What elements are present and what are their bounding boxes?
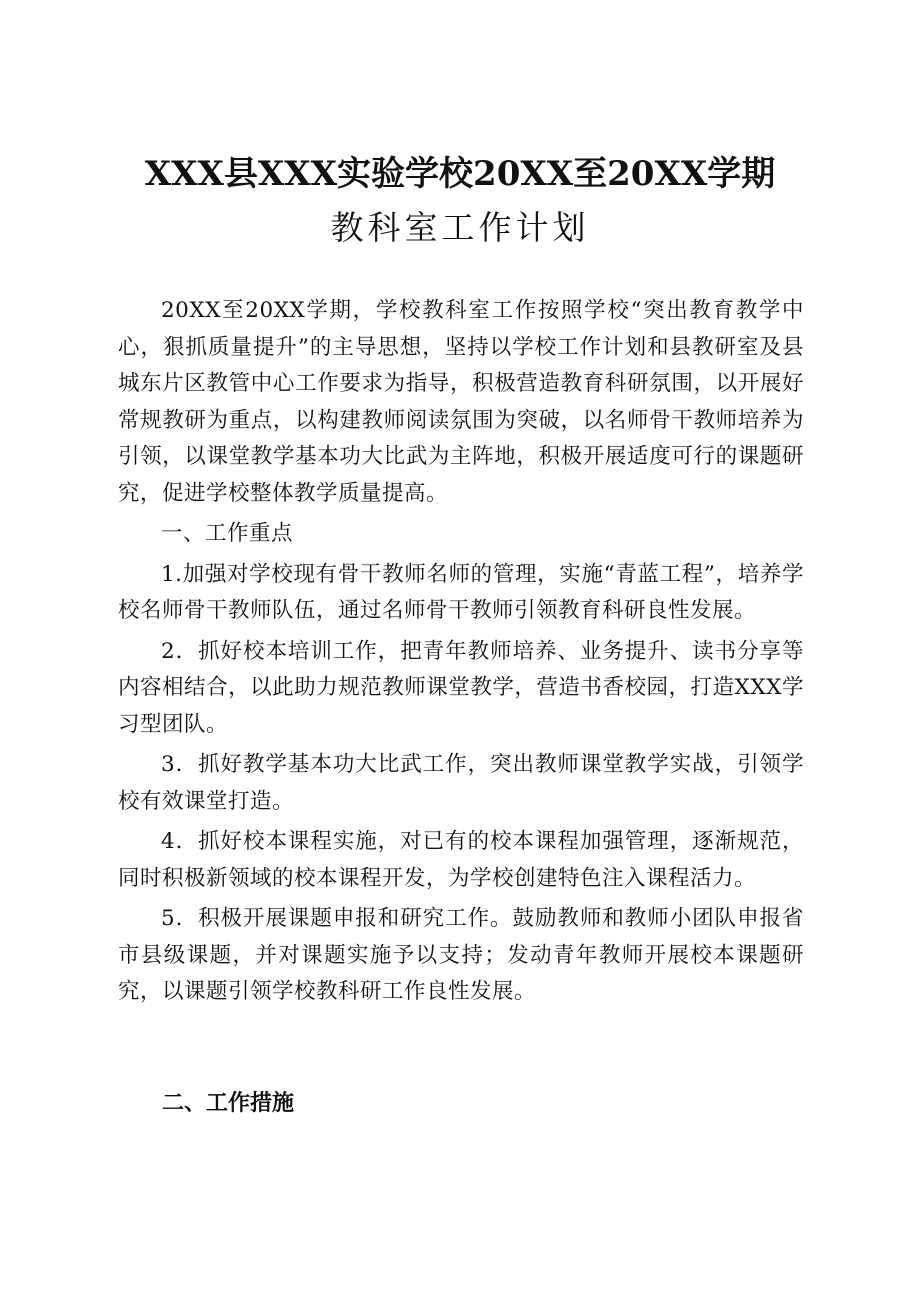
section-1-heading: 一、工作重点	[161, 521, 294, 546]
document-title: XXX县XXX实验学校20XX至20XX学期	[144, 154, 776, 194]
key-point-4: 4．抓好校本课程实施，对已有的校本课程加强管理，逐渐规范，同时积极新领域的校本课程开发，为学校创建特色注入课程活力。	[118, 829, 804, 891]
key-point-1: 1.加强对学校现有骨干教师名师的管理，实施“青蓝工程”，培养学校名师骨干教师队伍，通过名师骨干教师引领教育科研良性发展。	[118, 561, 804, 623]
key-point-5: 5．积极开展课题申报和研究工作。鼓励教师和教师小团队申报省市县级课题，并对课题实施予以支持；发动青年教师开展校本课题研究，以课题引领学校教科研工作良性发展。	[118, 906, 804, 1004]
document-subtitle: 教科室工作计划	[330, 208, 590, 247]
document-body	[118, 293, 804, 1015]
intro-paragraph: 20XX至20XX学期，学校教科室工作按照学校“突出教育教学中心，狠抓质量提升”的主导思想，坚持以学校工作计划和县教研室及县城东片区教管中心工作要求为指导，积极营造教育科研氛围，以开展好常规教研为重点，以构建教师阅读氛围为突破，以名师骨干教师培养为引领，以课堂教学基本功大比武为主阵地，积极开展适度可行的课题研究，促进学校整体教学质量提高。	[118, 298, 804, 506]
key-point-3: 3．抓好教学基本功大比武工作，突出教师课堂教学实战，引领学校有效课堂打造。	[118, 752, 804, 814]
section-2-heading: 二、工作措施	[162, 1091, 295, 1116]
key-point-2: 2．抓好校本培训工作，把青年教师培养、业务提升、读书分享等内容相结合，以此助力规范教师课堂教学，营造书香校园，打造XXX学习型团队。	[118, 638, 804, 737]
